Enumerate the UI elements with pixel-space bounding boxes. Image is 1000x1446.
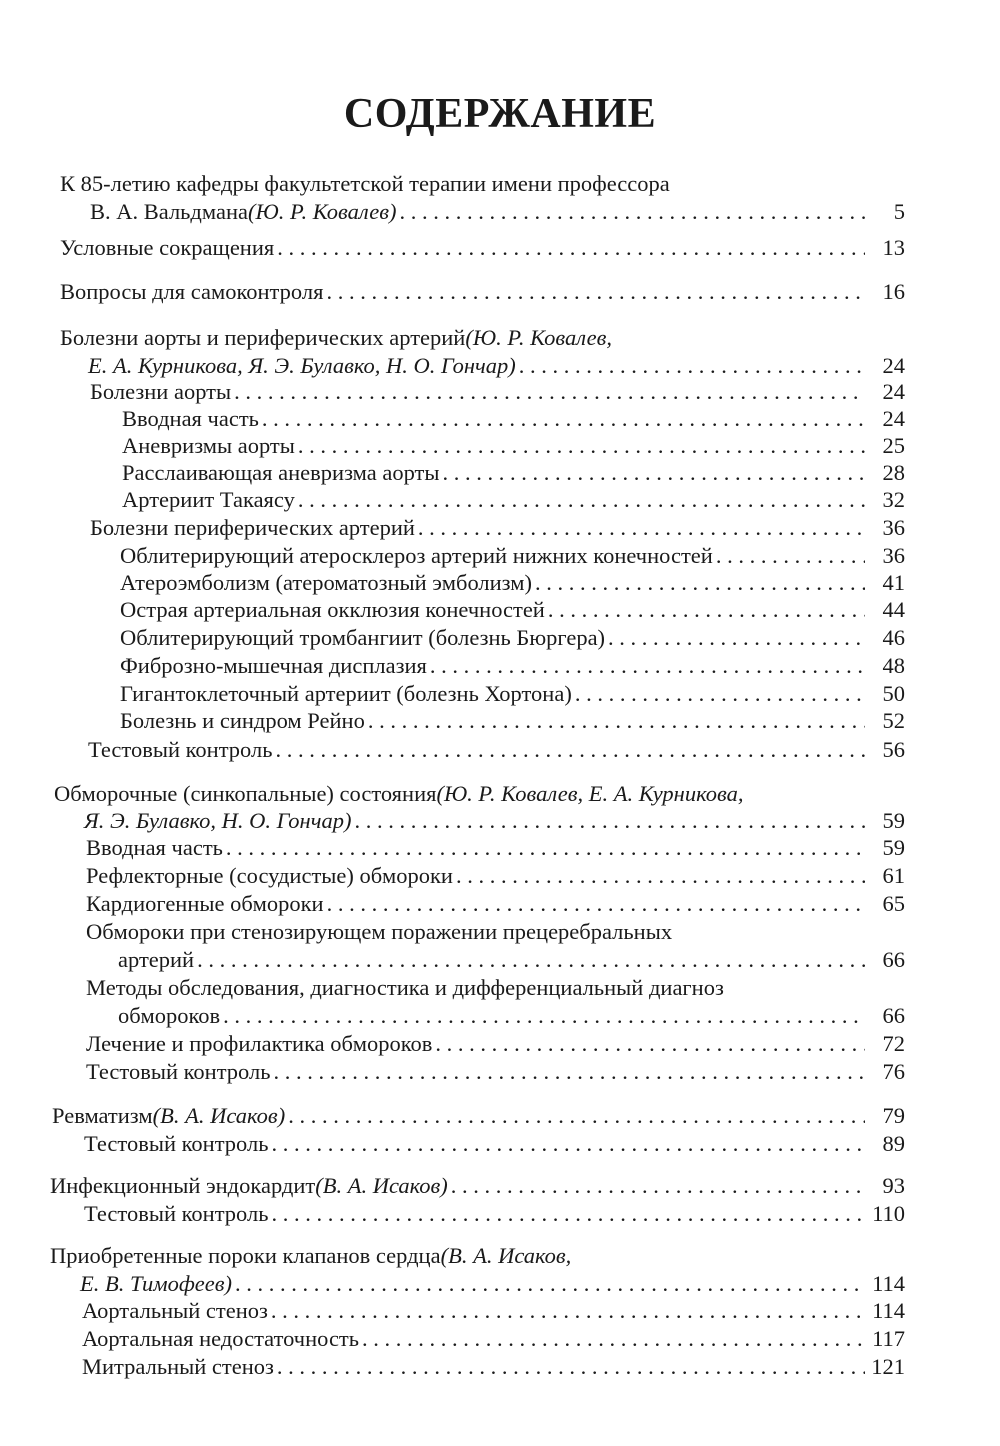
toc-entry[interactable]: [122, 432, 905, 460]
toc-entry-text: Тестовый контроль: [88, 737, 273, 762]
toc-entry-authors: Е. В. Тимофеев): [80, 1271, 233, 1296]
toc-entry-jubilee[interactable]: [90, 198, 905, 226]
toc-page-number: 114: [872, 1298, 905, 1323]
dot-leader: [368, 707, 865, 735]
toc-entry-authors: (В. А. Исаков): [315, 1173, 448, 1198]
dot-leader: [298, 432, 865, 460]
toc-entry[interactable]: [120, 680, 905, 708]
toc-entry-text: Вводная часть: [86, 835, 223, 860]
toc-entry[interactable]: [120, 652, 905, 680]
toc-heading-line: [86, 974, 905, 1002]
toc-entry[interactable]: [118, 1002, 905, 1030]
toc-entry-text: Тестовый контроль: [84, 1131, 269, 1156]
toc-entry[interactable]: [90, 514, 905, 542]
toc-page-number: 13: [882, 235, 905, 260]
toc-entry-text: Условные сокращения: [60, 235, 275, 260]
toc-page-number: 24: [882, 353, 905, 378]
dot-leader: [262, 405, 865, 433]
toc-page-number: 44: [882, 597, 905, 622]
dot-leader: [456, 862, 865, 890]
toc-page-number: 50: [882, 681, 905, 706]
toc-page-number: 5: [893, 199, 905, 224]
dot-leader: [519, 352, 865, 380]
toc-entry-text: Облитерирующий тромбангиит (болезнь Бюргера): [120, 625, 606, 650]
toc-page-number: 114: [872, 1271, 905, 1296]
dot-leader: [288, 1102, 865, 1130]
toc-entry-heading-text: Обморочные (синкопальные) состояния: [54, 781, 437, 806]
dot-leader: [226, 834, 865, 862]
toc-page-number: 79: [882, 1103, 905, 1128]
toc-entry[interactable]: [120, 624, 905, 652]
toc-heading-line: [60, 324, 905, 352]
toc-page-number: 48: [882, 653, 905, 678]
toc-entry-text: Вопросы для самоконтроля: [60, 279, 324, 304]
toc-entry[interactable]: [122, 486, 905, 514]
toc-entry-authors: Я. Э. Булавко, Н. О. Гончар): [84, 808, 352, 833]
toc-entry-text: Артериит Такаясу: [122, 487, 295, 512]
toc-entry-heading-text: Приобретенные пороки клапанов сердца: [50, 1243, 441, 1268]
dot-leader: [223, 1002, 865, 1030]
toc-entry[interactable]: [82, 1297, 905, 1325]
toc-page-number: 16: [882, 279, 905, 304]
toc-entry-rheumatism[interactable]: [52, 1102, 905, 1130]
toc-heading-line: [50, 1242, 905, 1270]
toc-page-number: 72: [882, 1031, 905, 1056]
toc-entry-authors: (В. А. Исаков,: [440, 1243, 572, 1268]
toc-entry-text: Атероэмболизм (атероматозный эмболизм): [120, 570, 532, 595]
toc-page-number: 46: [882, 625, 905, 650]
dot-leader: [197, 946, 865, 974]
toc-entry-heading-text: К 85-летию кафедры факультетской терапии имени профессора: [60, 171, 670, 196]
toc-entry[interactable]: [120, 569, 905, 597]
toc-page-number: 117: [872, 1326, 905, 1351]
toc-entry[interactable]: [120, 707, 905, 735]
toc-entry-text: Рефлекторные (сосудистые) обмороки: [86, 863, 453, 888]
toc-entry-text: Кардиогенные обмороки: [86, 891, 324, 916]
toc-entry-text: В. А. Вальдмана: [90, 199, 248, 224]
toc-entry-valve-defects[interactable]: [50, 1270, 905, 1298]
toc-entry-authors: Е. А. Курникова, Я. Э. Булавко, Н. О. Гончар): [88, 353, 516, 378]
toc-entry[interactable]: [120, 596, 905, 624]
dot-leader: [272, 1200, 866, 1228]
toc-page-number: 52: [882, 708, 905, 733]
toc-page-number: 24: [882, 406, 905, 431]
dot-leader: [548, 596, 865, 624]
toc-entry[interactable]: [86, 1030, 905, 1058]
toc-entry-heading-text: Болезни аорты и периферических артерий: [60, 325, 466, 350]
toc-entry-self-check[interactable]: [60, 278, 905, 306]
toc-entry[interactable]: [86, 834, 905, 862]
dot-leader: [277, 1353, 865, 1381]
toc-entry-text: артерий: [118, 947, 195, 972]
toc-page-number: 121: [871, 1354, 905, 1379]
dot-leader: [298, 486, 865, 514]
toc-entry[interactable]: [122, 459, 905, 487]
dot-leader: [608, 624, 865, 652]
toc-entry[interactable]: [84, 1130, 905, 1158]
toc-page-number: 41: [882, 570, 905, 595]
toc-page-number: 66: [882, 947, 905, 972]
dot-leader: [327, 890, 865, 918]
dot-leader: [535, 569, 865, 597]
toc-entry-text: Болезни аорты: [90, 379, 232, 404]
toc-entry[interactable]: [88, 736, 905, 764]
toc-entry-text: Расслаивающая аневризма аорты: [122, 460, 440, 485]
toc-page-number: 36: [882, 543, 905, 568]
toc-page-number: 56: [882, 737, 905, 762]
toc-entry[interactable]: [122, 405, 905, 433]
toc-entry[interactable]: [86, 1058, 905, 1086]
toc-entry[interactable]: [86, 862, 905, 890]
toc-entry-text: обмороков: [118, 1003, 221, 1028]
toc-page-number: 93: [882, 1173, 905, 1198]
toc-entry-text: Ревматизм: [52, 1103, 153, 1128]
toc-entry-abbreviations[interactable]: [60, 234, 905, 262]
dot-leader: [716, 542, 865, 570]
toc-page-number: 110: [872, 1201, 905, 1226]
toc-entry-text: Фиброзно-мышечная дисплазия: [120, 653, 427, 678]
toc-entry-text: Инфекционный эндокардит: [50, 1173, 316, 1198]
toc-page-number: 25: [882, 433, 905, 458]
toc-entry-text: Гигантоклеточный артериит (болезнь Хортона): [120, 681, 572, 706]
dot-leader: [272, 1130, 866, 1158]
toc-entry-text: Болезнь и синдром Рейно: [120, 708, 365, 733]
toc-entry[interactable]: [118, 946, 905, 974]
toc-entry-authors: (В. А. Исаков): [152, 1103, 286, 1128]
dot-leader: [451, 1172, 865, 1200]
dot-leader: [435, 1030, 865, 1058]
dot-leader: [274, 1058, 866, 1086]
dot-leader: [442, 459, 865, 487]
toc-entry-text: Вводная часть: [122, 406, 259, 431]
toc-entry-authors: (Ю. Р. Ковалев): [247, 199, 397, 224]
dot-leader: [326, 278, 865, 306]
toc-page-number: 32: [882, 487, 905, 512]
toc-entry-text: Аортальный стеноз: [82, 1298, 268, 1323]
toc-page-number: 76: [882, 1059, 905, 1084]
toc-entry-heading-text: Методы обследования, диагностика и дифференциальный диагноз: [86, 975, 724, 1000]
dot-leader: [354, 807, 865, 835]
toc-entry-text: Аортальная недостаточность: [82, 1326, 360, 1351]
dot-leader: [235, 1270, 865, 1298]
toc-page-number: 59: [882, 808, 905, 833]
toc-page-number: 61: [882, 863, 905, 888]
dot-leader: [575, 680, 865, 708]
toc-page-number: 89: [882, 1131, 905, 1156]
toc-heading-line: [54, 780, 905, 808]
toc-entry-text: Острая артериальная окклюзия конечностей: [120, 597, 545, 622]
toc-page-number: 36: [882, 515, 905, 540]
toc-entry-text: Тестовый контроль: [84, 1201, 269, 1226]
dot-leader: [271, 1297, 865, 1325]
dot-leader: [400, 198, 865, 226]
dot-leader: [276, 736, 866, 764]
toc-entry-text: Митральный стеноз: [82, 1354, 274, 1379]
toc-entry[interactable]: [84, 1200, 905, 1228]
toc-entry[interactable]: [82, 1325, 905, 1353]
toc-entry-heading-text: Обмороки при стенозирующем поражении прецеребральных: [86, 919, 673, 944]
toc-entry-syncope[interactable]: [54, 807, 905, 835]
toc-entry-text: Облитерирующий атеросклероз артерий нижних конечностей: [120, 543, 713, 568]
toc-entry[interactable]: [120, 542, 905, 570]
toc-page-number: 24: [882, 379, 905, 404]
page-title: СОДЕРЖАНИЕ: [343, 91, 657, 137]
dot-leader: [277, 234, 865, 262]
toc-page-number: 65: [882, 891, 905, 916]
toc-entry-text: Аневризмы аорты: [122, 433, 295, 458]
toc-entry-authors: (Ю. Р. Ковалев, Е. А. Курникова,: [436, 781, 744, 806]
dot-leader: [430, 652, 865, 680]
toc-entry[interactable]: [90, 378, 905, 406]
toc-heading-line: [60, 170, 905, 198]
dot-leader: [362, 1325, 865, 1353]
dot-leader: [418, 514, 865, 542]
toc-entry[interactable]: [86, 890, 905, 918]
toc-entry[interactable]: [82, 1353, 905, 1381]
toc-entry-endocarditis[interactable]: [50, 1172, 905, 1200]
toc-entry-text: Тестовый контроль: [86, 1059, 271, 1084]
toc-entry-authors: (Ю. Р. Ковалев,: [465, 325, 613, 350]
toc-entry-aorta-peripheral[interactable]: [60, 352, 905, 380]
toc-heading-line: [86, 918, 905, 946]
toc-page-number: 28: [882, 460, 905, 485]
toc-page-number: 66: [882, 1003, 905, 1028]
toc-page-number: 59: [882, 835, 905, 860]
toc-entry-text: Лечение и профилактика обмороков: [86, 1031, 433, 1056]
toc-entry-text: Болезни периферических артерий: [90, 515, 415, 540]
dot-leader: [234, 378, 865, 406]
